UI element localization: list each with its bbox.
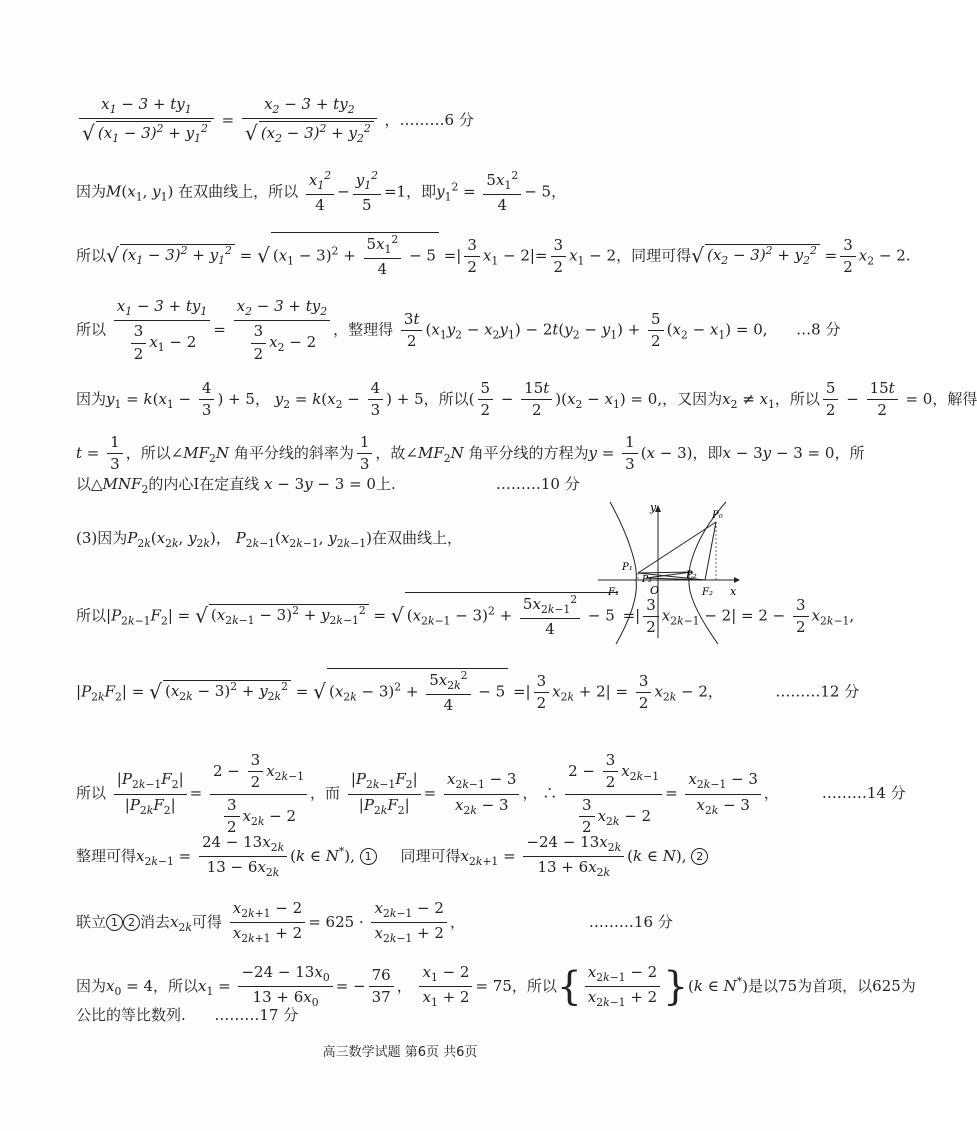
text-yinwei-2: 因为: [76, 389, 107, 408]
equation-line-11: 所以 $\frac{|P_{2k-1}F_2|}{|P_{2k}F_2|}$ = 2 − $\frac{3}{2}$ $x_{2k-1}$ $\frac{3}{2}$ $x_{2k} - 2$ ，而 $\frac{|P_{2k-1}F_2|}{|P_{2k}F_2|}$ = $\frac{x_{2k-1} - 3}{x_{2k} - 3}$ ， ∴ 2 − $\frac{3}{2}$ $x_{2k-1}$ $\frac{3}{2}$ $x_{2k} - 2$ = $\frac{x_{2k-1} - 3}{x_{2k} - 3}$ ， ………14 分: [76, 751, 906, 836]
label-y: y: [650, 501, 657, 514]
text-gu: ，故∠: [375, 443, 418, 462]
first-term: 75: [778, 976, 798, 995]
equation-line-9: 所以$|P_{2k-1}F_2|$ = √ $(x_{2k-1} - 3)^2 + y_{2k-1}^2$ = √ $(x_{2k-1} - 3)^2$ + $\frac{5x_{2k-1}^2}{4}$ − 5 =| $\frac{3}{2}$ $x_{2k-1} - 2| = 2$ − $\frac{3}{2}$ $x_{2k-1}$,: [76, 593, 855, 639]
label-o: O: [650, 584, 660, 597]
text-lianli: 联立: [76, 912, 107, 931]
text-incenter: 的内心I在定直线: [148, 475, 260, 493]
text-zhengli-kede: 整理可得: [76, 846, 137, 865]
text-suoyi-7: ，所以: [153, 976, 199, 995]
text-yinwei: 因为: [76, 182, 107, 201]
page-footer: 高三数学试题 第6页 共6页: [322, 1045, 478, 1060]
text-suoyi-6: 所以: [76, 784, 107, 802]
score-14: ………14 分: [821, 784, 906, 802]
label-p1: P₁: [622, 562, 633, 573]
score-10: ………10 分: [495, 475, 580, 493]
text-on-hyperbola-2: 在双曲线上，: [371, 529, 462, 547]
score-8: …8 分: [796, 320, 841, 339]
text-you-yinwei: ，又因为: [662, 389, 723, 408]
text-shang: 上.: [375, 475, 396, 493]
text-suoyi: 所以: [76, 246, 107, 265]
equation-line-13: 联立 1 2 消去$x_{2k}$可得 $\frac{x_{2k+1} - 2}{x_{2k+1} + 2}$ = 625 · $\frac{x_{2k-1} - 2}{x_{2k-1} + 2}$ ， ………16 分: [76, 899, 673, 946]
equation-line-15: [76, 1008, 298, 1023]
equation-line-6: t = $\frac{1}{3}$ ，所以$\angle MF_2N$ 角平分线的斜率为 $\frac{1}{3}$ ，故$\angle MF_2N$ 角平分线的方程为y = $\frac{1}{3}$ (x − 3)，即x − 3y − 3 = 0，所: [76, 433, 865, 474]
label-f2: F₂: [702, 587, 713, 598]
equation-line-10: $|P_{2k}F_2|$ = √ $(x_{2k} - 3)^2 + y_{2k}^2$ = √ $(x_{2k} - 3)^2$ + $\frac{5x_{2k}^2}{4}$ − 5 =| $\frac{3}{2}$ $x_{2k} + 2|$ = $\frac{3}{2}$ $x_{2k} - 2$， ………12 分: [76, 669, 860, 715]
equation-line-5: 因为$y_1 = k(x_1$ − $\frac{4}{3}$ ) + 5， $y_2 = k(x_2$ − $\frac{4}{3}$ ) + 5，所以( $\frac{5}{2}$ − $\frac{15t}{2}$ )$(x_2 - x_1) = 0$,，又因为$x_2 \ne x_1$，所以 $\frac{5}{2}$ − $\frac{15t}{2}$ = 0，解得: [76, 379, 977, 420]
x-axis-arrow: [734, 577, 740, 583]
text-slope: 角平分线的斜率为: [233, 443, 354, 462]
text-kede: 可得: [191, 912, 222, 931]
text-yinwei-x0: 因为: [76, 976, 107, 995]
text-shouxiang: 为首项，以: [797, 976, 873, 995]
text-suoyi-2: 所以: [76, 320, 107, 339]
text-ji: ，即: [406, 182, 437, 201]
equation-line-8: (3)因为$P_{2k}(x_{2k}$, $y_{2k}$)， $P_{2k-1}(x_{2k-1}$, $y_{2k-1}$)在双曲线上，: [76, 529, 462, 550]
text-shiyi: 是以: [748, 976, 779, 995]
text-suoyi-3: ，所以: [423, 389, 469, 408]
text-wei: 为: [900, 976, 916, 995]
text-suoyi-angle: ，所以∠: [125, 443, 184, 462]
text-zhengli: ，整理得: [333, 320, 394, 339]
label-p2: P₂: [686, 570, 697, 581]
left-branch: [610, 502, 636, 644]
text-jiede: ，解得: [932, 389, 977, 408]
text-on-hyperbola: 在双曲线上，所以: [178, 182, 299, 201]
seg-p0-p1: [638, 522, 716, 573]
label-x: x: [730, 585, 737, 598]
label-p0: P₀: [712, 510, 723, 521]
score-12: ………12 分: [775, 682, 860, 701]
equation-line-2: 因为$M(x_1$, $y_1$) 在双曲线上，所以 $\frac{x_1^2}{4}$ − $\frac{y_1^2}{5}$ =1，即$y_1^2$ = $\frac{5x_1^2}{4}$ − 5，: [76, 169, 567, 215]
label-p3: P₃: [642, 575, 652, 585]
text-suoyi-8: ，所以: [511, 976, 557, 995]
text-bisector-eq: 角平分线的方程为: [468, 443, 589, 462]
text-gongbi: 公比的等比数列.: [76, 1006, 186, 1024]
equation-line-1: $\frac{x_1 - 3 + ty_1}{√ (x_1 - 3)^2 + y_1^2}$ = $\frac{x_2 - 3 + ty_2}{√ (x_2 - 3)^2 + y_2^2}$ ，………6 分: [76, 96, 474, 146]
equation-line-14: 因为$x_0 = 4$，所以$x_1$ = $\frac{-24 - 13x_0}{13 + 6x_0}$ = − $\frac{76}{37}$ ， $\frac{x_1 - 2}{x_1 + 2}$ = 75，所以{ $\frac{x_{2k-1} - 2}{x_{2k-1} + 2}$ }(k ∈ N*)是以75为首项，以625为: [76, 963, 916, 1010]
text-suoyi-4: ，所以: [774, 389, 820, 408]
equation-line-4: 所以 $x_1 - 3 + ty_1$ $\frac{3}{2}$ $x_1 - 2$ = $x_2 - 3 + ty_2$ $\frac{3}{2}$ $x_2 - 2$ ，整理得 $\frac{3t}{2}$ $(x_1y_2 - x_2y_1) - 2t(y_2 - y_1)$ + $\frac{5}{2}$ $(x_2 - x_1) = 0$, …8 分: [76, 297, 841, 363]
score-6: ………6 分: [399, 110, 474, 129]
text-xiaoqu: 消去: [140, 912, 171, 931]
seg-p0-f2: [705, 522, 716, 580]
text-part3: (3)因为: [76, 529, 128, 547]
score-17: ………17 分: [214, 1006, 299, 1024]
text-tongli-2: 同理可得: [400, 846, 461, 865]
hyperbola-figure: [594, 498, 744, 648]
equation-line-3: 所以√ $(x_1 - 3)^2 + y_1^2$ = √ $(x_1 - 3)^2$ + $\frac{5x_1^2}{4}$ − 5 =| $\frac{3}{2}$ $x_1 - 2|=$ $\frac{3}{2}$ $x_1 - 2$，同理可得√ $(x_2 - 3)^2 + y_2^2$ = $\frac{3}{2}$ $x_2 - 2$.: [76, 233, 911, 279]
text-ji-2: ，即: [692, 443, 723, 462]
ratio: 625: [872, 976, 901, 995]
label-f1: F₁: [608, 587, 619, 598]
text-therefore: ∴: [542, 784, 558, 802]
text-suo: ，所: [834, 443, 865, 462]
text-yi-triangle: 以△: [76, 475, 103, 493]
text-tongli: ，同理可得: [616, 246, 692, 265]
equation-line-12: 整理可得$x_{2k-1}$ = $\frac{24 - 13x_{2k}}{13 - 6x_{2k}}$ (k ∈ N*), 1 同理可得$x_{2k+1}$ = $\frac{-24 - 13x_{2k}}{13 + 6x_{2k}}$ (k ∈ N), 2: [76, 834, 708, 880]
text-suoyi-5: 所以: [76, 606, 107, 625]
text-er: ，而: [310, 784, 341, 802]
score-16: ………16 分: [588, 912, 673, 931]
equation-line-7: 以$\triangle MNF_2$的内心I在定直线 x − 3y − 3 = 0上. ………10 分: [76, 475, 580, 496]
